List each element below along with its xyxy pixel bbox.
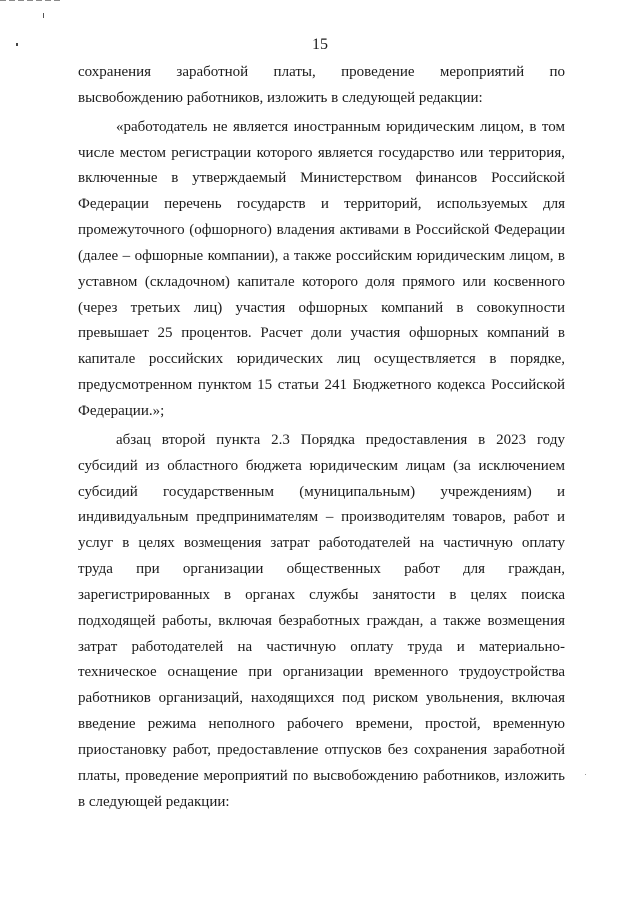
text-line: субсидий государственным (муниципальным) учреждениям) и xyxy=(78,483,565,500)
text-line: платы, проведение мероприятий по высвобождению работников, изложить xyxy=(78,767,565,784)
text-line: включенные в утверждаемый Министерством финансов Российской xyxy=(78,170,565,187)
text-line: сохранения заработной платы, проведение мероприятий по xyxy=(78,64,565,80)
text-line: уставном (складочном) капитале которого доля прямого или косвенного xyxy=(78,273,565,290)
text-line: предусмотренном пунктом 15 статьи 241 Бюджетного кодекса Российской xyxy=(78,377,565,394)
paragraph-continuation xyxy=(78,60,565,112)
text-line: капитале российских юридических лиц осуществляется в порядке, xyxy=(78,351,565,368)
text-line: затрат работодателей на частичную оплату труда и материально- xyxy=(78,638,565,655)
text-line: превышает 25 процентов. Расчет доли участия офшорных компаний в xyxy=(78,325,565,342)
scan-artifact-speck xyxy=(43,13,44,18)
text-line: подходящей работы, включая безработных граждан, а также возмещения xyxy=(78,612,565,629)
text-line: труда при организации общественных работ для граждан, xyxy=(78,561,565,578)
paragraph-quoted-requirement xyxy=(78,115,565,425)
text-line: зарегистрированных в органах службы занятости в целях поиска xyxy=(78,586,565,603)
text-line: промежуточного (офшорного) владения активами в Российской Федерации xyxy=(78,222,565,239)
text-line: введение режима неполного рабочего времени, простой, временную xyxy=(78,716,565,733)
text-line: работников организаций, находящихся под риском увольнения, включая xyxy=(78,690,565,707)
text-line: Федерации.»; xyxy=(78,402,165,419)
text-line: субсидий из областного бюджета юридическим лицам (за исключением xyxy=(78,457,565,474)
text-line: числе местом регистрации которого является государство или территория, xyxy=(78,144,565,161)
text-line: (через третьих лиц) участия офшорных компаний в совокупности xyxy=(78,299,565,316)
paragraph-amendment xyxy=(78,428,565,816)
text-body xyxy=(78,60,565,815)
text-line: услуг в целях возмещения затрат работодателей на частичную оплату xyxy=(78,535,565,552)
page-number: 15 xyxy=(312,36,328,53)
text-line: «работодатель не является иностранным юридическим лицом, в том xyxy=(116,118,565,135)
text-line: в следующей редакции: xyxy=(78,793,230,810)
text-line: индивидуальным предпринимателям – производителям товаров, работ и xyxy=(78,509,565,526)
text-line: (далее – офшорные компании), а также российским юридическим лицом, в xyxy=(78,247,565,264)
text-line: высвобождению работников, изложить в следующей редакции: xyxy=(78,89,483,106)
text-line: Федерации перечень государств и территорий, используемых для xyxy=(78,196,565,213)
text-line: техническое оснащение при организации временного трудоустройства xyxy=(78,664,565,681)
scan-artifact-line xyxy=(0,0,62,1)
text-line: приостановку работ, предоставление отпусков без сохранения заработной xyxy=(78,741,565,758)
scan-artifact-speck xyxy=(585,774,586,775)
text-line: абзац второй пункта 2.3 Порядка предоставления в 2023 году xyxy=(116,431,565,448)
